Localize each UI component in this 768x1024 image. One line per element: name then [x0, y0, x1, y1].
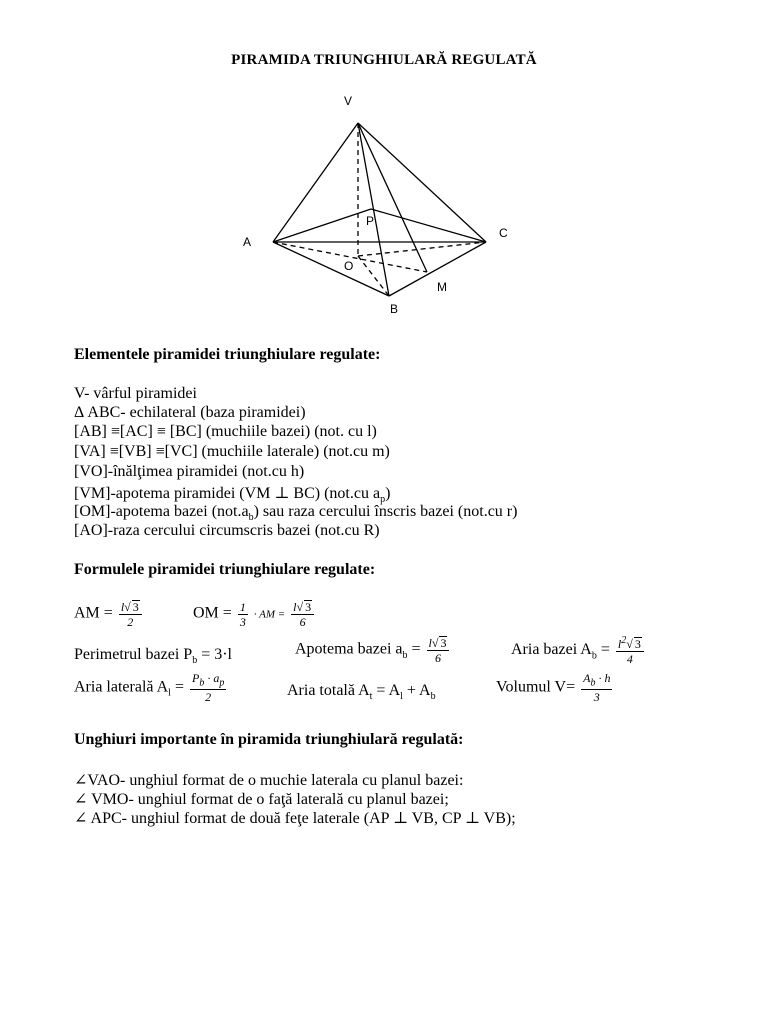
label-C: C: [499, 226, 508, 240]
pyramid-diagram: [0, 0, 768, 330]
element-item-base-edges: [AB] ≡[AC] ≡ [BC] (muchiile bazei) (not. cu l): [74, 423, 377, 440]
label-O: O: [344, 259, 354, 273]
segment-OC: [358, 242, 486, 256]
formula-aria-laterala: Aria laterală $A_l$ = $\frac{P_b \cdot a_p}{2}$: [74, 671, 225, 705]
formulas-heading: Formulele piramidei triunghiulare regulate:: [74, 561, 376, 578]
formula-aria-totala: Aria totală $A_t = A_l + A_b$: [287, 682, 436, 703]
elements-heading: Elementele piramidei triunghiulare regulate:: [74, 346, 381, 363]
formula-perimeter: Perimetrul bazei $P_b = 3\cdot l$: [74, 646, 232, 667]
angle-item-vmo: ∠ VMO- unghiul format de o faţă laterală cu planul bazei;: [74, 791, 449, 808]
edge-VA: [273, 123, 358, 242]
angles-heading: Unghiuri importante în piramida triunghiulară regulată:: [74, 731, 464, 748]
formula-volum: Volumul V= $\frac{A_b \cdot h}{3}$: [496, 671, 611, 705]
segment-AP: [273, 209, 371, 242]
label-M: M: [437, 280, 447, 294]
element-item-height: [VO]-înălţimea piramidei (not.cu h): [74, 463, 305, 480]
angle-item-apc: ∠ APC- unghiul format de două feţe laterale (AP ⊥ VB, CP ⊥ VB);: [74, 810, 516, 827]
element-item-vertex: V- vârful piramidei: [74, 385, 197, 402]
element-item-apotema-pyramid: [VM]-apotema piramidei (VM ⊥ BC) (not.cu $a_p$): [74, 485, 391, 506]
element-item-apotema-base: [OM]-apotema bazei $(not.a_b)$ sau raza cercului înscris bazei (not.cu r): [74, 503, 518, 524]
angle-item-vao: ∠VAO- unghiul format de o muchie laterala cu planul bazei:: [74, 772, 464, 789]
page-title: PIRAMIDA TRIUNGHIULARĂ REGULATĂ: [231, 52, 537, 68]
edge-AB: [273, 242, 389, 296]
label-V: V: [344, 94, 353, 108]
element-item-radius: [AO]-raza cercului circumscris bazei (not.cu R): [74, 522, 380, 539]
element-item-lateral-edges: [VA] ≡[VB] ≡[VC] (muchiile laterale) (not.cu m): [74, 443, 390, 460]
label-B: B: [390, 302, 399, 316]
formula-am: AM = $\frac{l√ 3}{2}$: [74, 600, 144, 628]
label-P: P: [366, 214, 375, 228]
element-item-base: Δ ABC- echilateral (baza piramidei): [74, 404, 306, 421]
formula-aria-bazei: Aria bazei $A_b$ = $\frac{l^2√ 3}{4}$: [511, 636, 646, 665]
formula-apotema-base: Apotema bazei $a_b$ = $\frac{l√ 3}{6}$: [295, 636, 451, 664]
label-A: A: [243, 235, 252, 249]
formula-om: OM = $\frac{1}{3}$ · AM = $\frac{l√ 3}{6}$: [193, 600, 316, 628]
